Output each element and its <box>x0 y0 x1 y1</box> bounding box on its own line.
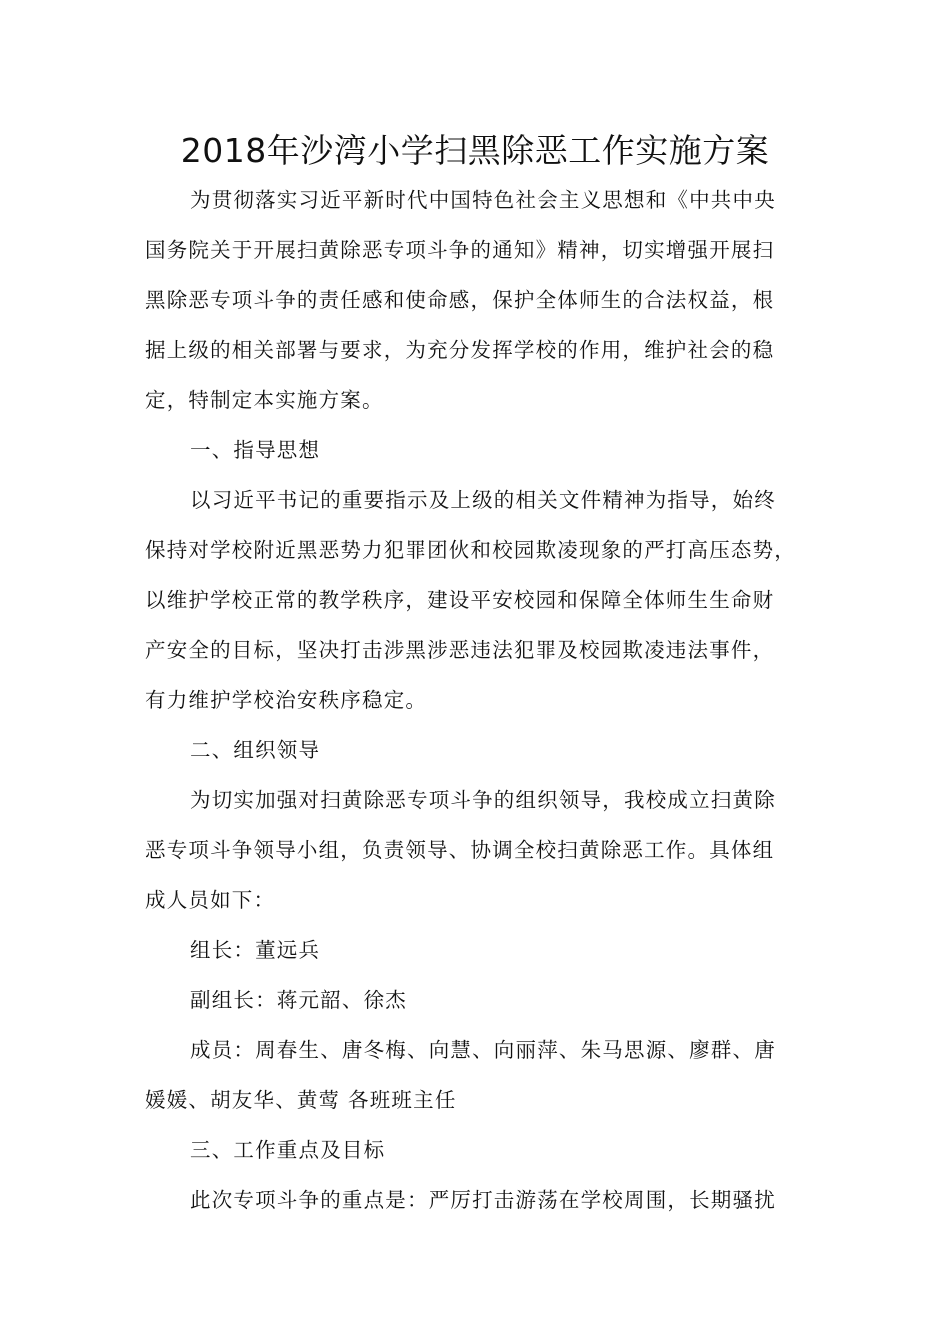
paragraph-line: 国务院关于开展扫黄除恶专项斗争的通知》精神，切实增强开展扫 <box>145 238 775 262</box>
paragraph-line: 以习近平书记的重要指示及上级的相关文件精神为指导，始终 <box>190 488 776 512</box>
paragraph-line: 有力维护学校治安秩序稳定。 <box>145 688 428 712</box>
member-line: 媛媛、胡友华、黄莺 各班班主任 <box>145 1088 457 1112</box>
member-line: 成员：周春生、唐冬梅、向慧、向丽萍、朱马思源、廖群、唐 <box>190 1038 776 1062</box>
paragraph-line: 为切实加强对扫黄除恶专项斗争的组织领导，我校成立扫黄除 <box>190 788 776 812</box>
paragraph-line: 产安全的目标，坚决打击涉黑涉恶违法犯罪及校园欺凌违法事件， <box>145 638 775 662</box>
paragraph-line: 成人员如下： <box>145 888 276 912</box>
paragraph-line: 据上级的相关部署与要求，为充分发挥学校的作用，维护社会的稳 <box>145 338 775 362</box>
section-heading: 三、工作重点及目标 <box>190 1138 386 1162</box>
member-line: 副组长：蒋元韶、徐杰 <box>190 988 407 1012</box>
paragraph-line: 恶专项斗争领导小组，负责领导、协调全校扫黄除恶工作。具体组 <box>145 838 775 862</box>
paragraph-line: 黑除恶专项斗争的责任感和使命感，保护全体师生的合法权益，根 <box>145 288 775 312</box>
document-title: 2018年沙湾小学扫黑除恶工作实施方案 <box>180 131 770 170</box>
paragraph-line: 为贯彻落实习近平新时代中国特色社会主义思想和《中共中央 <box>190 188 776 212</box>
member-line: 组长：董远兵 <box>190 938 321 962</box>
paragraph-line: 此次专项斗争的重点是：严厉打击游荡在学校周围，长期骚扰 <box>190 1188 776 1212</box>
paragraph-line: 以维护学校正常的教学秩序，建设平安校园和保障全体师生生命财 <box>145 588 775 612</box>
paragraph-line: 保持对学校附近黑恶势力犯罪团伙和校园欺凌现象的严打高压态势， <box>145 538 796 562</box>
section-heading: 二、组织领导 <box>190 738 321 762</box>
section-heading: 一、指导思想 <box>190 438 321 462</box>
paragraph-line: 定，特制定本实施方案。 <box>145 388 384 412</box>
